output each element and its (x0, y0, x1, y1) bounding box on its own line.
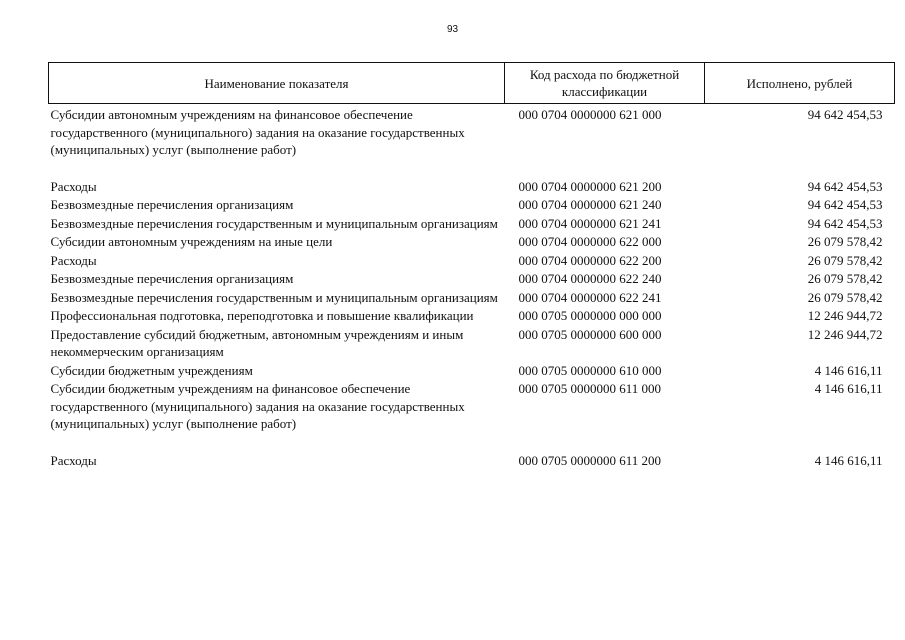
table-body (49, 104, 895, 471)
row-amount: 26 079 578,42 (807, 271, 883, 286)
row-code: 000 0705 0000000 611 200 (518, 452, 662, 468)
row-name: Субсидии автономным учреждениям на иные цели (50, 234, 333, 249)
row-name: Субсидии бюджетным учреждениям (50, 362, 253, 378)
row-code: 000 0704 0000000 621 000 (518, 107, 662, 122)
row-name: Субсидии бюджетным учреждениям на финансовое обеспечение государственного (муниципального) задания на оказание государственных (муниципальных) услуг (выполнение работ) (50, 381, 465, 431)
row-name: Безвозмездные перечисления государственным и муниципальным организациям (50, 289, 498, 305)
row-code: 000 0704 0000000 622 000 (518, 234, 662, 249)
row-name: Профессиональная подготовка, переподготовка и повышение квалификации (50, 308, 474, 323)
row-amount: 94 642 454,53 (807, 107, 883, 122)
row-amount: 4 146 616,11 (814, 381, 883, 396)
row-amount: 94 642 454,53 (807, 215, 883, 231)
row-amount: 26 079 578,42 (807, 289, 883, 305)
row-amount: 94 642 454,53 (807, 178, 883, 194)
row-amount: 12 246 944,72 (807, 326, 883, 342)
page-number: 93 (446, 24, 459, 35)
row-code: 000 0704 0000000 622 200 (518, 252, 662, 268)
table-row (49, 326, 895, 362)
row-code: 000 0704 0000000 622 241 (518, 289, 662, 305)
row-code: 000 0704 0000000 622 240 (518, 271, 662, 286)
row-name: Безвозмездные перечисления государственным и муниципальным организациям (50, 215, 498, 231)
table-row (49, 434, 895, 471)
row-code: 000 0705 0000000 611 000 (518, 381, 662, 396)
row-name: Безвозмездные перечисления организациям (50, 271, 294, 286)
row-name: Субсидии автономным учреждениям на финансовое обеспечение государственного (муниципального) задания на оказание государственных (муниципальных) услуг (выполнение работ) (50, 107, 465, 157)
table-row (49, 160, 895, 197)
row-amount: 26 079 578,42 (807, 252, 883, 268)
row-amount: 4 146 616,11 (814, 452, 883, 468)
row-name: Расходы (50, 252, 97, 268)
header-expense-code: Код расхода по бюджетной классификации (505, 63, 705, 104)
table-row (49, 233, 895, 252)
table-header (49, 63, 895, 104)
row-amount: 94 642 454,53 (807, 197, 883, 212)
table-row (49, 270, 895, 289)
table-row (49, 196, 895, 215)
table-row (49, 252, 895, 271)
row-code: 000 0705 0000000 610 000 (518, 362, 662, 378)
row-code: 000 0704 0000000 621 241 (518, 215, 662, 231)
table-row (49, 380, 895, 434)
table-row (49, 104, 895, 160)
row-name: Предоставление субсидий бюджетным, автономным учреждениям и иным некоммерческим организациям (50, 326, 464, 359)
row-code: 000 0705 0000000 000 000 (518, 308, 662, 323)
row-amount: 4 146 616,11 (814, 362, 883, 378)
row-code: 000 0704 0000000 621 200 (518, 178, 662, 194)
table-row (49, 289, 895, 308)
row-code: 000 0704 0000000 621 240 (518, 197, 662, 212)
table-row (49, 307, 895, 326)
row-name: Расходы (50, 452, 97, 468)
row-name: Расходы (50, 178, 97, 194)
header-row (49, 63, 895, 104)
header-executed-amount: Исполнено, рублей (705, 63, 895, 104)
table-row (49, 215, 895, 234)
table-row (49, 362, 895, 381)
row-amount: 12 246 944,72 (807, 308, 883, 323)
header-indicator-name: Наименование показателя (49, 63, 505, 104)
row-code: 000 0705 0000000 600 000 (518, 326, 662, 342)
row-amount: 26 079 578,42 (807, 234, 883, 249)
budget-execution-table (48, 62, 895, 470)
row-name: Безвозмездные перечисления организациям (50, 197, 294, 212)
